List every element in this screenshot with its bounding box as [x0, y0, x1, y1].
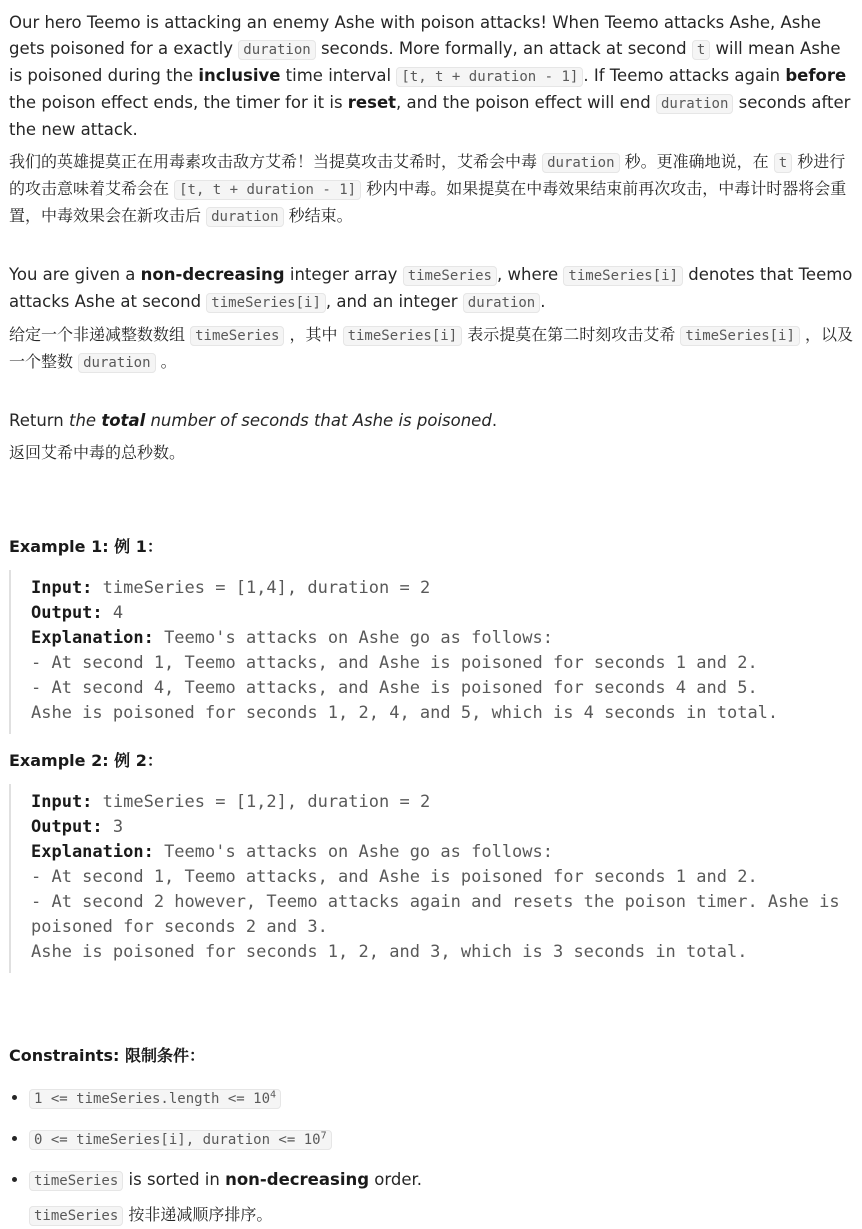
inline-code: duration — [542, 153, 619, 173]
inline-code: timeSeries[i] — [206, 293, 326, 313]
example-2-heading: Example 2: 例 2： — [9, 751, 163, 770]
inline-code: timeSeries — [403, 266, 497, 286]
constraint-item — [29, 1126, 854, 1153]
inline-code: duration — [238, 40, 315, 60]
paragraph-return-zh: 返回艾希中毒的总秒数。 — [9, 443, 186, 462]
text: 表示提莫在第二时刻攻击艾希 — [462, 325, 681, 344]
explanation-label: Explanation: — [31, 842, 154, 862]
output-label: Output: — [31, 603, 103, 623]
explanation-label: Explanation: — [31, 628, 154, 648]
text: integer array — [284, 265, 403, 284]
paragraph-return — [9, 408, 854, 434]
text: Our hero Teemo is attacking an enemy Ashe with poison attacks! When Teemo attacks Ashe, Ashe gets poisoned for a exactly — [9, 13, 821, 58]
input-label: Input: — [31, 792, 93, 812]
text: ，其中 — [284, 325, 343, 344]
text: 秒。更准确地说，在 — [619, 152, 774, 171]
text: 我们的英雄提莫正在用毒素攻击敌方艾希！当提莫攻击艾希时，艾希会中毒 — [9, 152, 543, 171]
inline-code: t — [692, 40, 710, 60]
text: 秒进行的攻击意味着艾希会在 — [9, 152, 846, 198]
text: seconds. More formally, an attack at second — [315, 39, 692, 58]
text: 秒内中毒。如果提莫在中毒效果结束前再次攻击，中毒计时器将会重置，中毒效果会在新攻击后 — [9, 179, 847, 225]
text: will mean Ashe is poisoned during the — [9, 39, 841, 85]
paragraph-input-zh — [9, 322, 854, 376]
text: . If Teemo attacks again — [583, 66, 786, 85]
text: , and the poison effect will end — [396, 93, 656, 112]
italic-text: the — [69, 411, 102, 430]
constraint-code: 0 <= timeSeries[i], duration <= 10 — [34, 1132, 321, 1148]
output-value: 3 — [102, 817, 124, 837]
explanation-text: Teemo's attacks on Ashe go as follows: - At second 1, Teemo attacks, and Ashe is poisoned for seconds 1 and 2. - At second 4, Teemo attacks, and Ashe is poisoned for seconds 4 and 5. Ashe is poisoned for seconds 1, 2, 4, and 5, which is 4 seconds in total. — [31, 628, 779, 723]
text: Return — [9, 411, 69, 430]
text: . — [491, 411, 498, 430]
text: , where — [497, 265, 564, 284]
constraint-item — [29, 1085, 854, 1112]
inline-code: duration — [463, 293, 540, 313]
inline-code: duration — [206, 207, 283, 227]
inline-code: timeSeries[i] — [343, 326, 463, 346]
input-value: timeSeries = [1,4], duration = 2 — [92, 578, 431, 598]
example-1-block — [9, 570, 854, 734]
inline-code: t — [774, 153, 792, 173]
bold-text: non-decreasing — [225, 1170, 370, 1189]
text: , and an integer — [325, 292, 463, 311]
constraints-heading: Constraints: 限制条件： — [9, 1046, 206, 1065]
explanation-text: Teemo's attacks on Ashe go as follows: - At second 1, Teemo attacks, and Ashe is poisoned for seconds 1 and 2. - At second 2 however, Teemo attacks again and resets the poison timer. Ashe is poisoned for seconds 2 and 3. Ashe is poisoned for seconds 1, 2, and 3, which is 3 seconds in total. — [31, 842, 840, 962]
inline-code: timeSeries — [29, 1206, 123, 1226]
exponent: 4 — [270, 1089, 277, 1101]
text: 。 — [155, 352, 177, 371]
text: time interval — [280, 66, 397, 85]
text: order. — [369, 1170, 423, 1189]
text: the poison effect ends, the timer for it is — [9, 93, 348, 112]
paragraph-input — [9, 262, 854, 316]
text: 秒结束。 — [283, 206, 353, 225]
bold-text: total — [101, 411, 146, 430]
text: 给定一个非递减整数数组 — [9, 325, 191, 344]
output-label: Output: — [31, 817, 103, 837]
paragraph-intro-zh — [9, 149, 854, 230]
example-1-heading: Example 1: 例 1： — [9, 537, 163, 556]
bold-text: reset — [347, 93, 397, 112]
inline-code: [t, t + duration - 1] — [174, 180, 361, 200]
inline-code: duration — [78, 353, 155, 373]
output-value: 4 — [102, 603, 124, 623]
example-2-block — [9, 784, 854, 973]
text: You are given a — [9, 265, 141, 284]
constraint-item — [29, 1167, 854, 1229]
input-label: Input: — [31, 578, 93, 598]
text: is sorted in — [123, 1170, 226, 1189]
input-value: timeSeries = [1,2], duration = 2 — [92, 792, 431, 812]
constraint-code: 1 <= timeSeries.length <= 10 — [34, 1091, 271, 1107]
text: denotes that Teemo attacks Ashe at second — [9, 265, 853, 311]
text: . — [540, 292, 546, 311]
text: ，以及一个整数 — [9, 325, 854, 371]
text: seconds after the new attack. — [9, 93, 851, 139]
inline-code: timeSeries[i] — [563, 266, 683, 286]
text: 按非递减顺序排序。 — [123, 1205, 273, 1224]
inline-code: timeSeries — [29, 1171, 123, 1191]
paragraph-intro — [9, 10, 854, 143]
exponent: 7 — [320, 1130, 327, 1142]
bold-text: non-decreasing — [140, 265, 285, 284]
inline-code: timeSeries — [190, 326, 284, 346]
bold-text: before — [785, 66, 847, 85]
inline-code: duration — [656, 94, 733, 114]
inline-code — [29, 1089, 281, 1109]
inline-code — [29, 1130, 332, 1150]
italic-text: number of seconds that Ashe is poisoned — [145, 411, 492, 430]
constraints-list — [9, 1085, 854, 1229]
inline-code: timeSeries[i] — [680, 326, 800, 346]
inline-code: [t, t + duration - 1] — [396, 67, 583, 87]
bold-text: inclusive — [198, 66, 281, 85]
